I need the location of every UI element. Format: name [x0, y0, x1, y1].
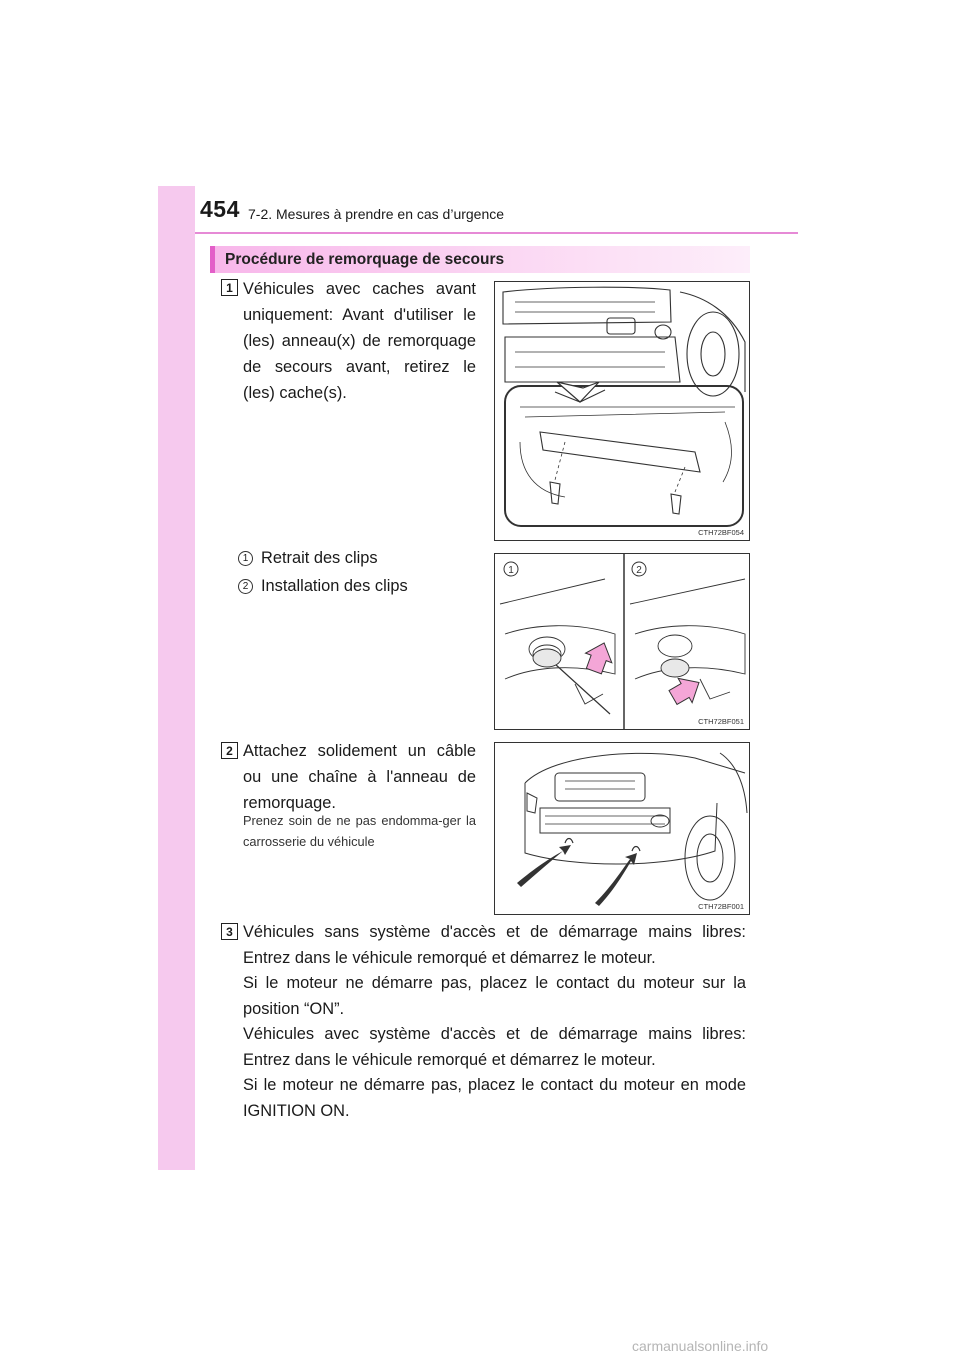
figure-code: CTH72BF051	[698, 717, 744, 726]
step-3-paragraph-1: Véhicules sans système d'accès et de démarrage mains libres: Entrez dans le véhicule remorqué et démarrez le moteur.	[243, 923, 746, 967]
watermark: carmanualsonline.info	[632, 1338, 769, 1354]
page-number: 454	[200, 196, 240, 222]
step-2-marker: 2	[221, 742, 238, 759]
clips-illustration	[495, 554, 750, 730]
clip-removal-number: 1	[238, 551, 253, 566]
banner-title: Procédure de remorquage de secours	[225, 251, 505, 268]
fig-marker-1: 1	[508, 565, 514, 576]
clip-removal-label: Retrait des clips	[261, 549, 378, 567]
figure-cover-removal	[494, 281, 750, 541]
step-2-text: Attachez solidement un câble ou une chaîne à l'anneau de remorquage.	[243, 742, 476, 812]
step-3-paragraph-2: Si le moteur ne démarre pas, placez le contact du moteur sur la position “ON”.	[243, 974, 746, 1018]
figure-code: CTH72BF001	[698, 902, 744, 911]
figure-code: CTH72BF054	[698, 528, 744, 537]
clip-install-number: 2	[238, 579, 253, 594]
step-3-marker: 3	[221, 923, 238, 940]
figure-tow-hooks	[494, 742, 750, 915]
step-2-note: Prenez soin de ne pas endomma-ger la carrosserie du véhicule	[243, 813, 476, 849]
cover-removal-illustration	[495, 282, 750, 541]
section-title: 7-2. Mesures à prendre en cas d’urgence	[248, 206, 505, 222]
fig-marker-2: 2	[636, 565, 642, 576]
step-1-marker: 1	[221, 279, 238, 296]
header-rule	[195, 232, 798, 234]
procedure-banner	[210, 246, 750, 273]
chapter-side-band	[158, 186, 195, 1170]
clip-install-label: Installation des clips	[261, 577, 408, 595]
banner-accent	[210, 246, 215, 273]
tow-hooks-illustration	[495, 743, 750, 915]
figure-clips	[494, 553, 750, 730]
step-1-text: Véhicules avec caches avant uniquement: Avant d'utiliser le (les) anneau(x) de remorquage de secours avant, retirez le (les) cache(s).	[243, 280, 476, 402]
step-3-paragraph-3: Véhicules avec système d'accès et de démarrage mains libres: Entrez dans le véhicule remorqué et démarrez le moteur.	[243, 1025, 746, 1069]
step-3-paragraph-4: Si le moteur ne démarre pas, placez le contact du moteur en mode IGNITION ON.	[243, 1076, 746, 1120]
